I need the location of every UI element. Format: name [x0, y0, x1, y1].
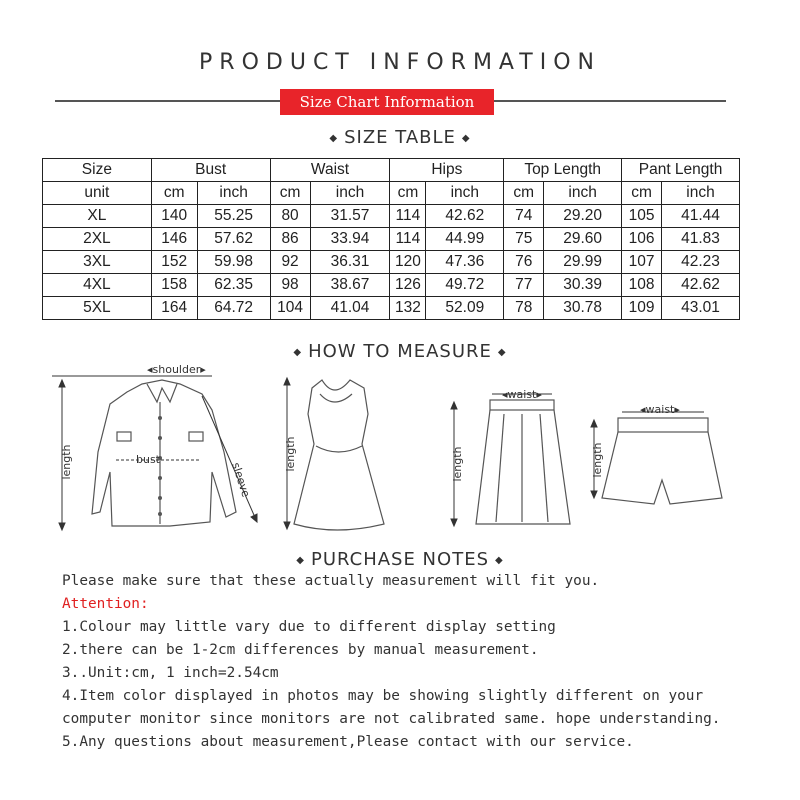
table-cell-bust-cm: 164 [151, 297, 197, 320]
attention-label: Attention: [62, 596, 149, 612]
unit-inch: inch [544, 182, 622, 205]
table-row [43, 274, 740, 297]
table-cell-pant-in: 42.62 [662, 274, 740, 297]
table-cell-hips-in: 52.09 [426, 297, 504, 320]
shirt-icon [52, 362, 272, 537]
shorts-measure-figure [582, 400, 732, 510]
how-to-measure-heading-text: HOW TO MEASURE [308, 341, 492, 362]
unit-cm: cm [390, 182, 426, 205]
table-row [43, 251, 740, 274]
unit-inch: inch [662, 182, 740, 205]
table-cell-pant-in: 43.01 [662, 297, 740, 320]
page-title: PRODUCT INFORMATION [199, 50, 601, 75]
skirt-measure-figure [442, 384, 572, 534]
table-cell-waist-cm: 104 [270, 297, 310, 320]
note-item: 3..Unit:cm, 1 inch=2.54cm [62, 665, 279, 681]
table-cell-size: 2XL [43, 228, 152, 251]
note-item: 2.there can be 1-2cm differences by manual measurement. [62, 642, 539, 658]
table-cell-pant-in: 42.23 [662, 251, 740, 274]
unit-inch: inch [310, 182, 390, 205]
table-cell-hips-cm: 132 [390, 297, 426, 320]
table-cell-top-in: 30.78 [544, 297, 622, 320]
divider-right [494, 100, 726, 102]
unit-cm: cm [151, 182, 197, 205]
sleeve-label: sleeve [229, 460, 253, 499]
table-row [43, 205, 740, 228]
size-table-heading [0, 127, 800, 148]
table-cell-hips-in: 49.72 [426, 274, 504, 297]
table-cell-top-cm: 75 [504, 228, 544, 251]
size-table-heading-text: SIZE TABLE [344, 127, 456, 148]
table-cell-pant-cm: 107 [622, 251, 662, 274]
diamond-icon: ◆ [495, 554, 504, 566]
note-item: computer monitor since monitors are not calibrated same. hope understanding. [62, 711, 721, 727]
table-cell-waist-cm: 98 [270, 274, 310, 297]
column-header: Size [43, 159, 152, 182]
column-header: Hips [390, 159, 504, 182]
unit-cm: cm [622, 182, 662, 205]
diamond-icon: ◆ [461, 132, 471, 144]
diamond-icon: ◆ [296, 554, 305, 566]
table-cell-size: 5XL [43, 297, 152, 320]
table-header-row [43, 159, 740, 182]
table-cell-size: 4XL [43, 274, 152, 297]
note-item: 1.Colour may little vary due to different display setting [62, 619, 556, 635]
table-cell-hips-in: 47.36 [426, 251, 504, 274]
column-header: Bust [151, 159, 270, 182]
purchase-notes-heading-text: PURCHASE NOTES [310, 549, 489, 570]
table-cell-pant-cm: 109 [622, 297, 662, 320]
table-cell-top-cm: 77 [504, 274, 544, 297]
table-cell-bust-in: 55.25 [197, 205, 270, 228]
notes-intro: Please make sure that these actually measurement will fit you. [62, 573, 600, 589]
skirt-length-label: length [451, 446, 464, 482]
table-cell-waist-in: 31.57 [310, 205, 390, 228]
table-cell-top-in: 29.20 [544, 205, 622, 228]
shorts-length-label: length [591, 442, 604, 478]
table-cell-hips-in: 44.99 [426, 228, 504, 251]
column-header: Waist [270, 159, 390, 182]
note-item: 4.Item color displayed in photos may be showing slightly different on your [62, 688, 704, 704]
table-cell-pant-cm: 106 [622, 228, 662, 251]
table-cell-top-in: 30.39 [544, 274, 622, 297]
table-cell-hips-cm: 114 [390, 228, 426, 251]
table-cell-bust-cm: 140 [151, 205, 197, 228]
column-header: Pant Length [622, 159, 740, 182]
unit-inch: inch [197, 182, 270, 205]
table-cell-top-in: 29.99 [544, 251, 622, 274]
table-cell-waist-in: 36.31 [310, 251, 390, 274]
table-cell-pant-cm: 108 [622, 274, 662, 297]
table-cell-pant-cm: 105 [622, 205, 662, 228]
diamond-icon: ◆ [293, 346, 303, 358]
table-row [43, 228, 740, 251]
diamond-icon: ◆ [329, 132, 339, 144]
table-cell-hips-cm: 120 [390, 251, 426, 274]
table-cell-bust-in: 59.98 [197, 251, 270, 274]
table-cell-hips-cm: 114 [390, 205, 426, 228]
table-row [43, 297, 740, 320]
dress-measure-figure [272, 374, 402, 534]
unit-cm: cm [270, 182, 310, 205]
size-table [42, 158, 740, 320]
table-cell-top-cm: 78 [504, 297, 544, 320]
shirt-length-label: length [60, 444, 73, 480]
table-cell-bust-cm: 146 [151, 228, 197, 251]
shorts-waist-label: ◂waist▸ [640, 403, 680, 416]
table-cell-bust-in: 64.72 [197, 297, 270, 320]
skirt-waist-label: ◂waist▸ [502, 388, 542, 401]
table-cell-bust-cm: 152 [151, 251, 197, 274]
unit-inch: inch [426, 182, 504, 205]
table-cell-bust-in: 57.62 [197, 228, 270, 251]
unit-cm: cm [504, 182, 544, 205]
purchase-notes-heading [0, 549, 800, 570]
purchase-notes [62, 570, 782, 754]
table-unit-row [43, 182, 740, 205]
skirt-icon [442, 384, 572, 534]
shoulder-label: ◂shoulder▸ [147, 363, 206, 376]
table-cell-size: XL [43, 205, 152, 228]
column-header: Top Length [504, 159, 622, 182]
table-cell-waist-cm: 92 [270, 251, 310, 274]
table-cell-top-cm: 76 [504, 251, 544, 274]
table-cell-waist-cm: 80 [270, 205, 310, 228]
divider-left [55, 100, 280, 102]
dress-icon [272, 374, 402, 534]
unit-label: unit [43, 182, 152, 205]
table-cell-waist-cm: 86 [270, 228, 310, 251]
table-cell-size: 3XL [43, 251, 152, 274]
table-cell-waist-in: 33.94 [310, 228, 390, 251]
shorts-icon [582, 400, 732, 510]
bust-label: bust [136, 453, 160, 466]
how-to-measure-heading [0, 341, 800, 362]
table-cell-waist-in: 38.67 [310, 274, 390, 297]
shirt-measure-figure [52, 362, 272, 537]
table-cell-bust-in: 62.35 [197, 274, 270, 297]
table-cell-pant-in: 41.83 [662, 228, 740, 251]
table-cell-hips-in: 42.62 [426, 205, 504, 228]
table-cell-bust-cm: 158 [151, 274, 197, 297]
note-item: 5.Any questions about measurement,Please contact with our service. [62, 734, 634, 750]
dress-length-label: length [284, 436, 297, 472]
table-cell-top-cm: 74 [504, 205, 544, 228]
table-cell-top-in: 29.60 [544, 228, 622, 251]
table-cell-pant-in: 41.44 [662, 205, 740, 228]
size-chart-banner: Size Chart Information [280, 89, 494, 115]
table-cell-waist-in: 41.04 [310, 297, 390, 320]
diamond-icon: ◆ [497, 346, 507, 358]
table-cell-hips-cm: 126 [390, 274, 426, 297]
